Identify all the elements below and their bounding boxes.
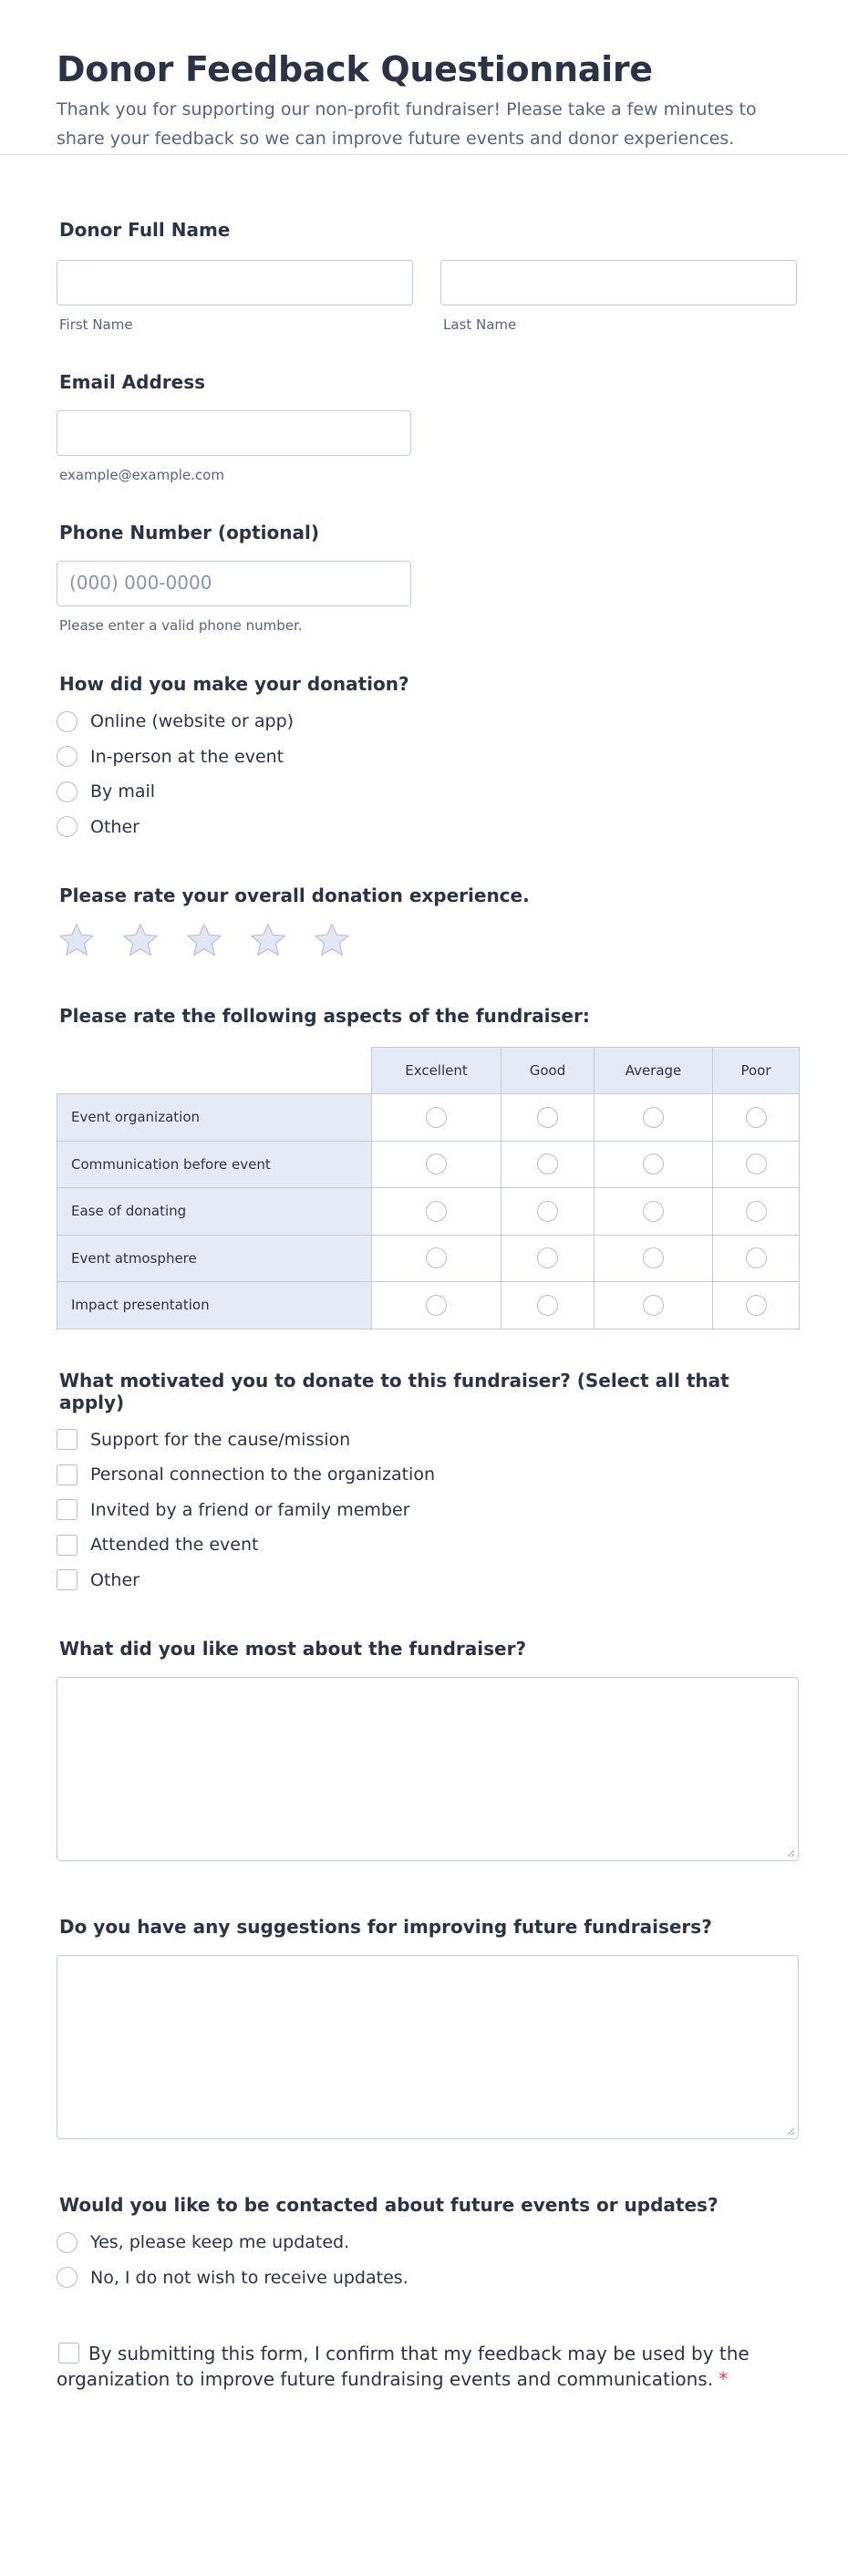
contact-label: Would you like to be contacted about future events or updates? (59, 2194, 719, 2216)
matrix-row-header: Event atmosphere (57, 1235, 372, 1282)
suggestions-textarea[interactable] (57, 1955, 799, 2139)
phone-field-group (57, 522, 791, 634)
option-label: Yes, please keep me updated. (90, 2232, 350, 2253)
donation-method-option[interactable] (57, 810, 791, 845)
matrix-radio-button[interactable] (537, 1201, 558, 1222)
donation-method-group (57, 673, 791, 844)
matrix-cell (372, 1188, 502, 1236)
motivation-option[interactable] (57, 1527, 791, 1563)
form-header (0, 0, 848, 155)
matrix-radio-button[interactable] (537, 1247, 558, 1268)
matrix-cell (502, 1094, 595, 1142)
email-label: Email Address (59, 371, 206, 393)
matrix-corner (57, 1048, 372, 1094)
checkbox[interactable] (57, 1535, 78, 1556)
star-icon[interactable] (250, 923, 286, 957)
star-rating (58, 923, 791, 957)
required-mark: * (719, 2368, 729, 2390)
matrix-row (57, 1141, 800, 1188)
star-icon[interactable] (186, 923, 222, 957)
radio-button[interactable] (57, 711, 78, 732)
option-label: Online (website or app) (90, 711, 295, 732)
matrix-row (57, 1282, 800, 1329)
radio-button[interactable] (57, 2267, 78, 2288)
matrix-cell (502, 1282, 595, 1329)
liked-most-textarea[interactable] (57, 1677, 799, 1861)
donation-method-option[interactable] (57, 704, 791, 740)
radio-button[interactable] (57, 781, 78, 802)
radio-button[interactable] (57, 2232, 78, 2253)
checkbox[interactable] (57, 1464, 78, 1485)
donation-method-option[interactable] (57, 740, 791, 775)
matrix-cell (713, 1282, 800, 1329)
matrix-cell (372, 1282, 502, 1329)
matrix-column-header: Average (595, 1048, 713, 1094)
matrix-label: Please rate the following aspects of the fundraiser: (59, 1005, 590, 1027)
resize-handle-icon[interactable] (787, 2127, 794, 2135)
matrix-column-header: Good (502, 1048, 595, 1094)
matrix-radio-button[interactable] (643, 1247, 664, 1268)
matrix-row-header: Impact presentation (57, 1282, 372, 1329)
matrix-column-header: Excellent (372, 1048, 502, 1094)
matrix-row-header: Ease of donating (57, 1188, 372, 1236)
page-subtitle: Thank you for supporting our non-profit fundraiser! Please take a few minutes to share your feedback so we can improve future events and donor experiences. (57, 99, 757, 149)
matrix-radio-button[interactable] (426, 1107, 447, 1128)
rating-group (57, 885, 791, 957)
radio-button[interactable] (57, 816, 78, 837)
donation-method-label: How did you make your donation? (59, 673, 409, 695)
matrix-radio-button[interactable] (643, 1107, 664, 1128)
motivation-option[interactable] (57, 1493, 791, 1528)
matrix-radio-button[interactable] (746, 1154, 767, 1174)
matrix-cell (713, 1094, 800, 1142)
radio-button[interactable] (57, 746, 78, 767)
matrix-row (57, 1235, 800, 1282)
matrix-radio-button[interactable] (537, 1154, 558, 1174)
checkbox[interactable] (57, 1429, 78, 1450)
phone-sublabel: Please enter a valid phone number. (59, 617, 303, 634)
consent-group (57, 2341, 791, 2392)
matrix-cell (595, 1094, 713, 1142)
option-label: Other (90, 1569, 140, 1590)
email-sublabel: example@example.com (59, 467, 224, 483)
star-icon[interactable] (58, 923, 95, 957)
matrix-radio-button[interactable] (426, 1201, 447, 1222)
last-name-input[interactable] (440, 260, 797, 305)
option-label: No, I do not wish to receive updates. (90, 2267, 408, 2288)
matrix-radio-button[interactable] (537, 1295, 558, 1316)
matrix-radio-button[interactable] (643, 1154, 664, 1174)
matrix-cell (372, 1235, 502, 1282)
resize-handle-icon[interactable] (787, 1849, 794, 1857)
matrix-group (57, 1005, 791, 1329)
donation-method-option[interactable] (57, 774, 791, 810)
contact-option[interactable] (57, 2260, 791, 2296)
matrix-radio-button[interactable] (426, 1154, 447, 1174)
matrix-cell (502, 1141, 595, 1188)
option-label: In-person at the event (90, 746, 284, 767)
matrix-cell (713, 1188, 800, 1236)
form-body (0, 219, 848, 2392)
suggestions-label: Do you have any suggestions for improving future fundraisers? (59, 1916, 712, 1938)
matrix-cell (595, 1188, 713, 1236)
matrix-radio-button[interactable] (643, 1295, 664, 1316)
phone-input[interactable]: (000) 000-0000 (57, 561, 411, 606)
liked-most-group (57, 1638, 791, 1861)
matrix-radio-button[interactable] (426, 1247, 447, 1268)
matrix-cell (713, 1141, 800, 1188)
option-label: Invited by a friend or family member (90, 1499, 410, 1520)
option-label: Support for the cause/mission (90, 1429, 351, 1450)
motivation-option[interactable] (57, 1457, 791, 1493)
option-label: Attended the event (90, 1535, 259, 1556)
matrix-cell (502, 1188, 595, 1236)
matrix-radio-button[interactable] (643, 1201, 664, 1222)
matrix-radio-button[interactable] (746, 1295, 767, 1316)
contact-option[interactable] (57, 2225, 791, 2260)
suggestions-group (57, 1916, 791, 2139)
matrix-cell (502, 1235, 595, 1282)
matrix-radio-button[interactable] (746, 1201, 767, 1222)
email-field-group (57, 371, 791, 483)
rating-matrix (57, 1047, 800, 1329)
checkbox[interactable] (57, 1569, 78, 1590)
matrix-cell (595, 1235, 713, 1282)
matrix-cell (595, 1141, 713, 1188)
first-name-sublabel: First Name (59, 316, 133, 333)
email-input[interactable] (57, 410, 411, 456)
liked-most-label: What did you like most about the fundraiser? (59, 1638, 527, 1660)
last-name-sublabel: Last Name (443, 316, 517, 333)
matrix-row-header: Event organization (57, 1094, 372, 1142)
matrix-row-header: Communication before event (57, 1141, 372, 1188)
matrix-cell (372, 1141, 502, 1188)
option-label: By mail (90, 781, 156, 802)
motivation-label: What motivated you to donate to this fundraiser? (Select all that apply) (59, 1369, 729, 1413)
matrix-cell (372, 1094, 502, 1142)
matrix-radio-button[interactable] (537, 1107, 558, 1128)
contact-group (57, 2194, 791, 2295)
checkbox[interactable] (57, 1499, 78, 1520)
consent-checkbox[interactable] (58, 2343, 79, 2364)
matrix-column-header: Poor (713, 1048, 800, 1094)
star-icon[interactable] (122, 923, 159, 957)
option-label: Other (90, 816, 140, 837)
consent-text: By submitting this form, I confirm that my feedback may be used by the organization to improve future fundraising events and communications. (57, 2343, 750, 2390)
phone-label: Phone Number (optional) (59, 522, 320, 543)
option-label: Personal connection to the organization (90, 1464, 436, 1485)
motivation-option[interactable] (57, 1563, 791, 1598)
page-title: Donor Feedback Questionnaire (57, 49, 653, 89)
rating-label: Please rate your overall donation experience. (59, 885, 530, 906)
first-name-input[interactable] (57, 260, 413, 305)
name-label: Donor Full Name (59, 219, 231, 241)
name-field-group (57, 219, 791, 333)
motivation-group (57, 1370, 791, 1598)
motivation-option[interactable] (57, 1422, 791, 1458)
matrix-cell (595, 1282, 713, 1329)
matrix-radio-button[interactable] (746, 1247, 767, 1268)
matrix-row (57, 1094, 800, 1142)
star-icon[interactable] (314, 923, 350, 957)
matrix-radio-button[interactable] (426, 1295, 447, 1316)
matrix-radio-button[interactable] (746, 1107, 767, 1128)
matrix-cell (713, 1235, 800, 1282)
matrix-row (57, 1188, 800, 1236)
